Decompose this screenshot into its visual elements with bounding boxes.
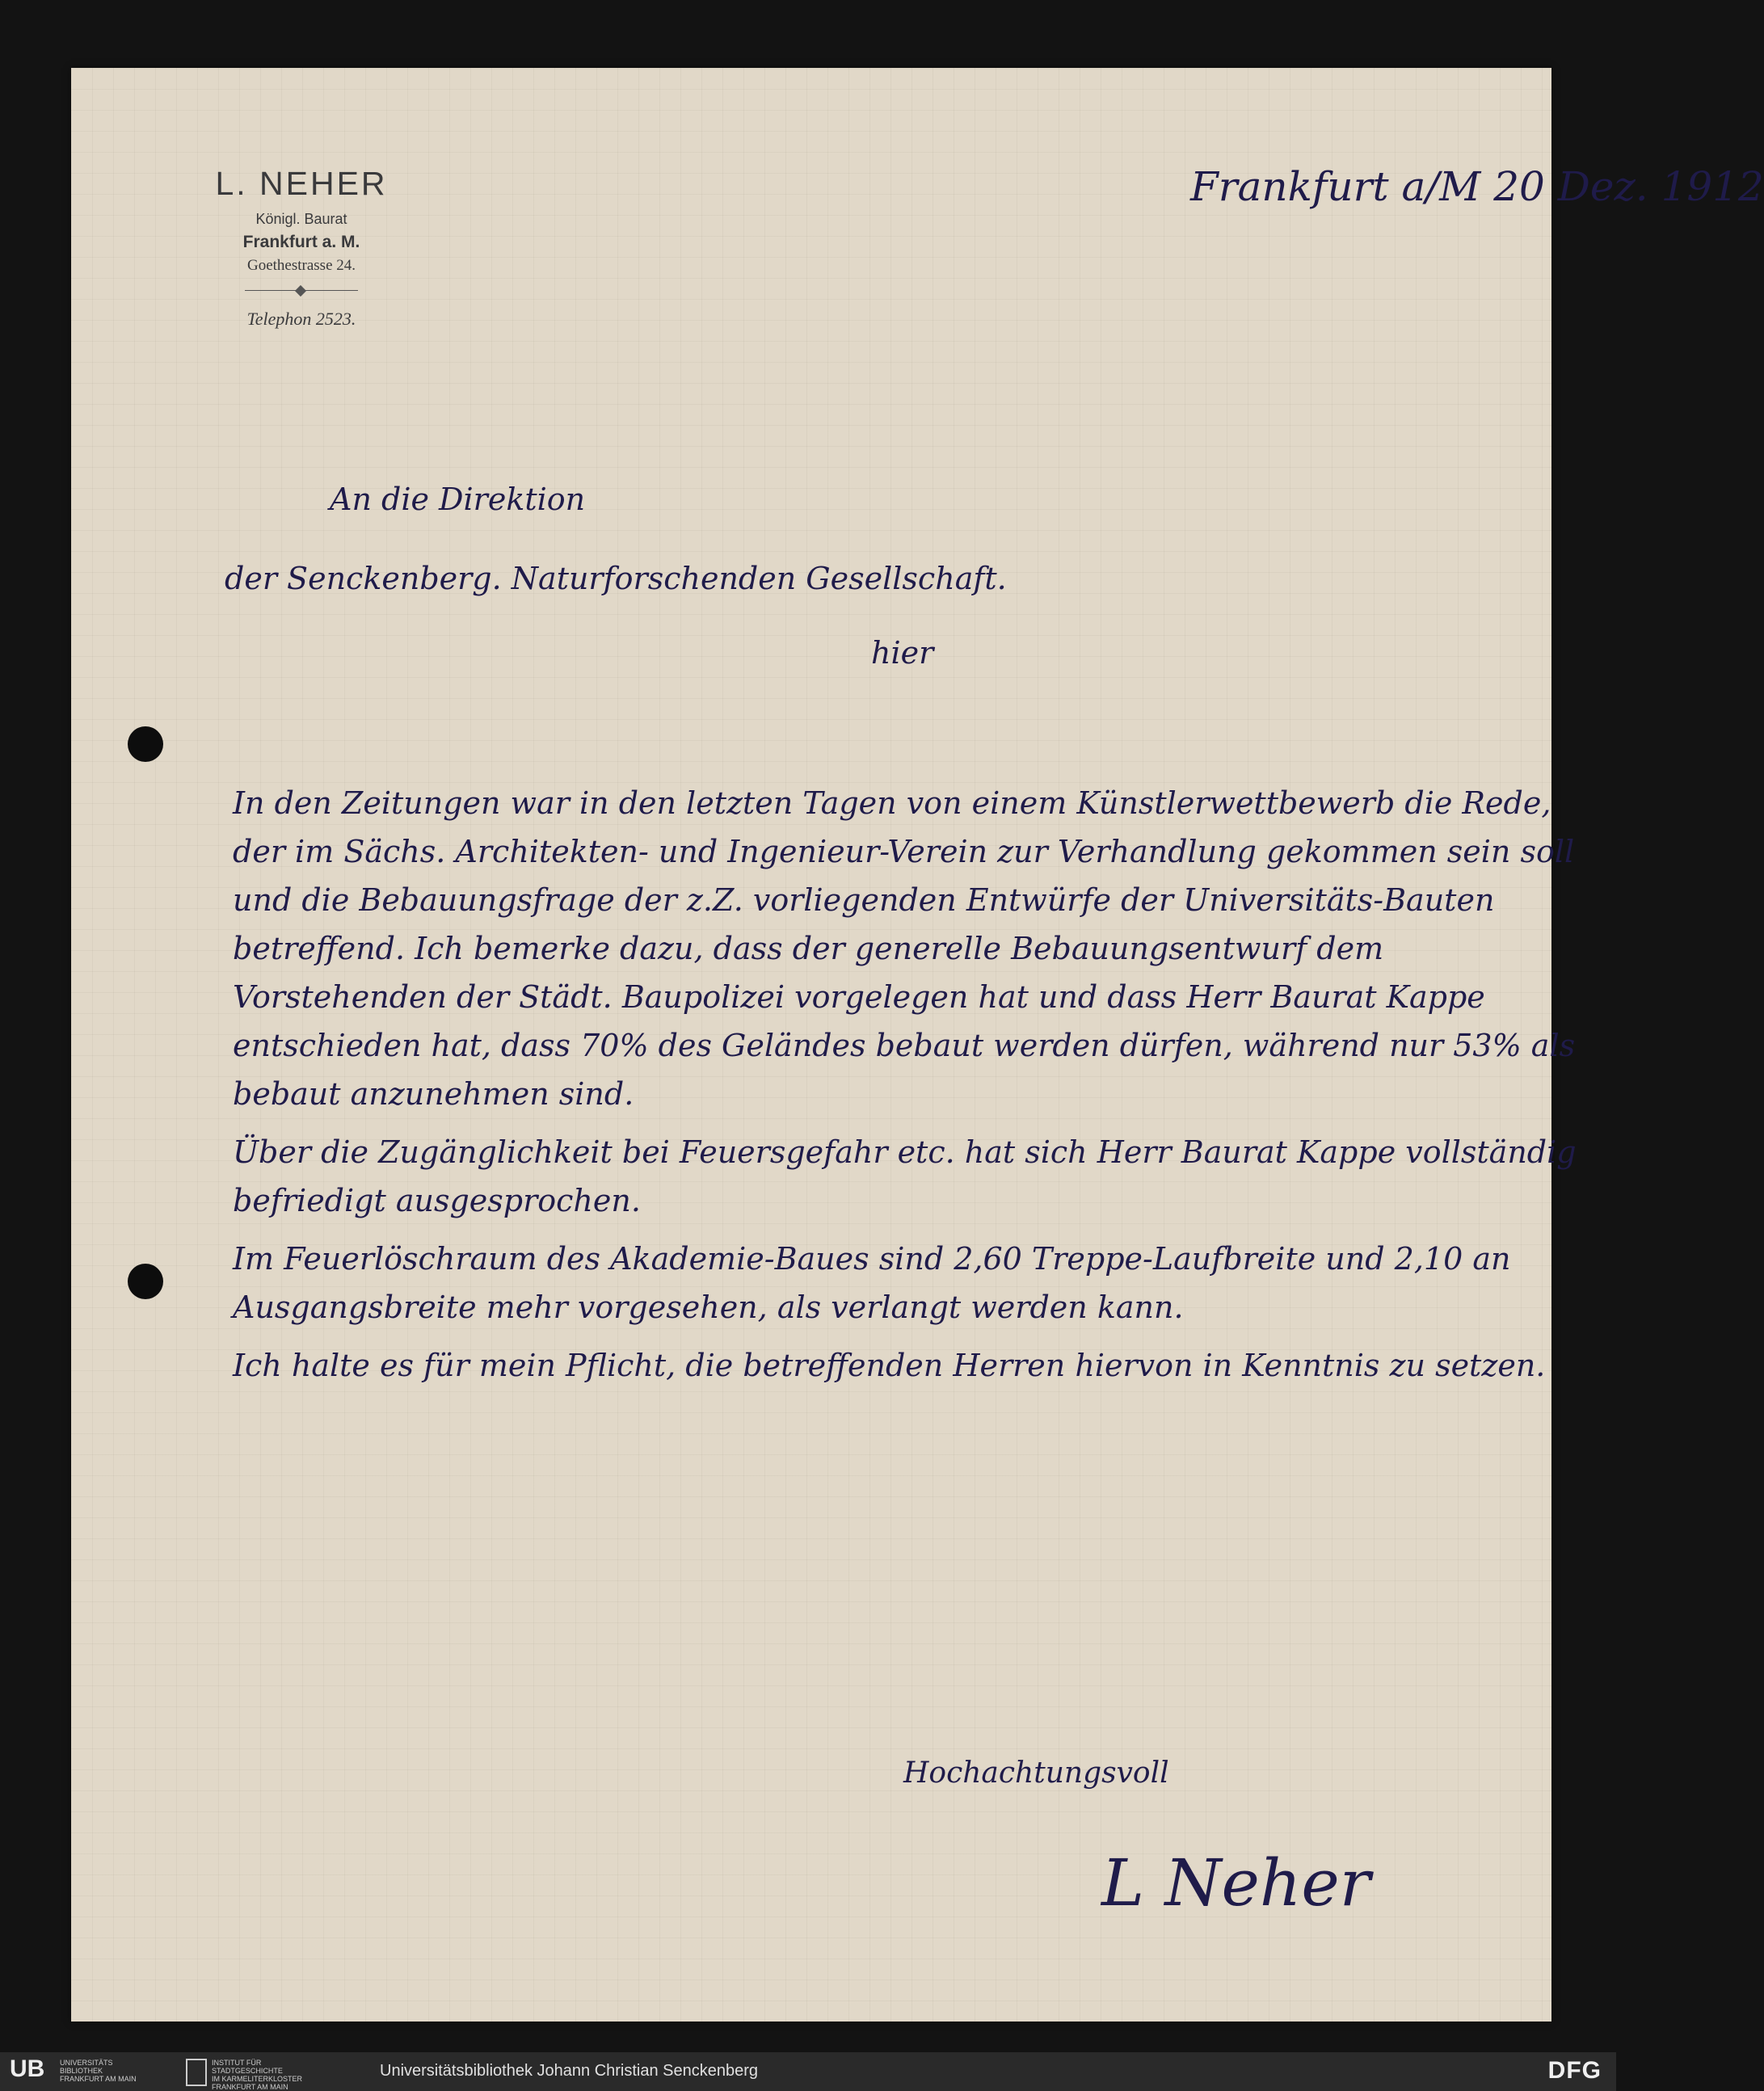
letterhead-divider bbox=[245, 285, 358, 297]
inst-line: STADTGESCHICHTE bbox=[212, 2067, 283, 2075]
sender-title: Königl. Baurat bbox=[255, 211, 347, 227]
institute-logo-text bbox=[212, 2059, 302, 2091]
recipient-line-2: der Senckenberg. Naturforschenden Gesellschaft. bbox=[225, 561, 1007, 596]
sender-city: Frankfurt a. M. bbox=[242, 233, 360, 251]
punch-hole-top bbox=[128, 726, 163, 762]
letter-body bbox=[233, 779, 1590, 1399]
ub-line: BIBLIOTHEK bbox=[60, 2067, 103, 2075]
sender-name: L. NEHER bbox=[215, 165, 388, 202]
inst-line: IM KARMELITERKLOSTER bbox=[212, 2075, 303, 2083]
body-paragraph: In den Zeitungen war in den letzten Tagen von einem Künstlerwettbewerb die Rede, der im Sächs. Architekten- und Ingenieur-Verein zur Verhandlung gekommen sein soll und die Bebauungsfrage der z.Z. vorliegenden Entwürfe der Universitäts-Bauten betreffend. Ich bemerke dazu, dass der generelle Bebauungsentwurf dem Vorstehenden der Städt. Baupolizei vorgelegen hat und dass Herr Baurat Kappe entschieden hat, dass 70% des Geländes bebaut werden dürfen, während nur 53% als bebaut anzunehmen sind. bbox=[233, 785, 1576, 1112]
recipient-line-3: hier bbox=[871, 635, 934, 671]
inst-line: FRANKFURT AM MAIN bbox=[212, 2083, 288, 2091]
sender-street: Goethestrasse 24. bbox=[246, 257, 356, 274]
dfg-logo: DFG bbox=[1547, 2057, 1602, 2084]
divider-diamond bbox=[295, 285, 306, 297]
signature: L Neher bbox=[1101, 1845, 1371, 1921]
library-caption: Universitätsbibliothek Johann Christian Senckenberg bbox=[380, 2062, 759, 2080]
body-paragraph: Über die Zugänglichkeit bei Feuersgefahr etc. hat sich Herr Baurat Kappe vollständig befriedigt ausgesprochen. bbox=[233, 1134, 1577, 1218]
sender-phone: Telephon 2523. bbox=[246, 309, 356, 329]
recipient-line-1: An die Direktion bbox=[330, 482, 586, 517]
body-paragraph: Ich halte es für mein Pflicht, die betreffenden Herren hiervon in Kenntnis zu setzen. bbox=[233, 1348, 1546, 1383]
ub-logo: UB bbox=[10, 2055, 45, 2082]
closing-salutation: Hochachtungsvoll bbox=[903, 1757, 1169, 1790]
archive-footer bbox=[0, 2052, 1616, 2091]
body-paragraph: Im Feuerlöschraum des Akademie-Baues sind 2,60 Treppe-Laufbreite und 2,10 an Ausgangsbreite mehr vorgesehen, als verlangt werden kann. bbox=[233, 1241, 1511, 1325]
letterhead bbox=[180, 165, 423, 334]
letter-date: Frankfurt a/M 20 Dez. 1912 bbox=[1190, 163, 1764, 210]
punch-hole-bottom bbox=[128, 1264, 163, 1299]
institute-logo-icon bbox=[186, 2059, 207, 2086]
ub-logo-text bbox=[60, 2059, 137, 2083]
letter-page bbox=[71, 68, 1764, 2022]
inst-line: INSTITUT FÜR bbox=[212, 2059, 262, 2067]
ub-line: FRANKFURT AM MAIN bbox=[60, 2075, 137, 2083]
ub-line: UNIVERSITÄTS bbox=[60, 2059, 113, 2067]
